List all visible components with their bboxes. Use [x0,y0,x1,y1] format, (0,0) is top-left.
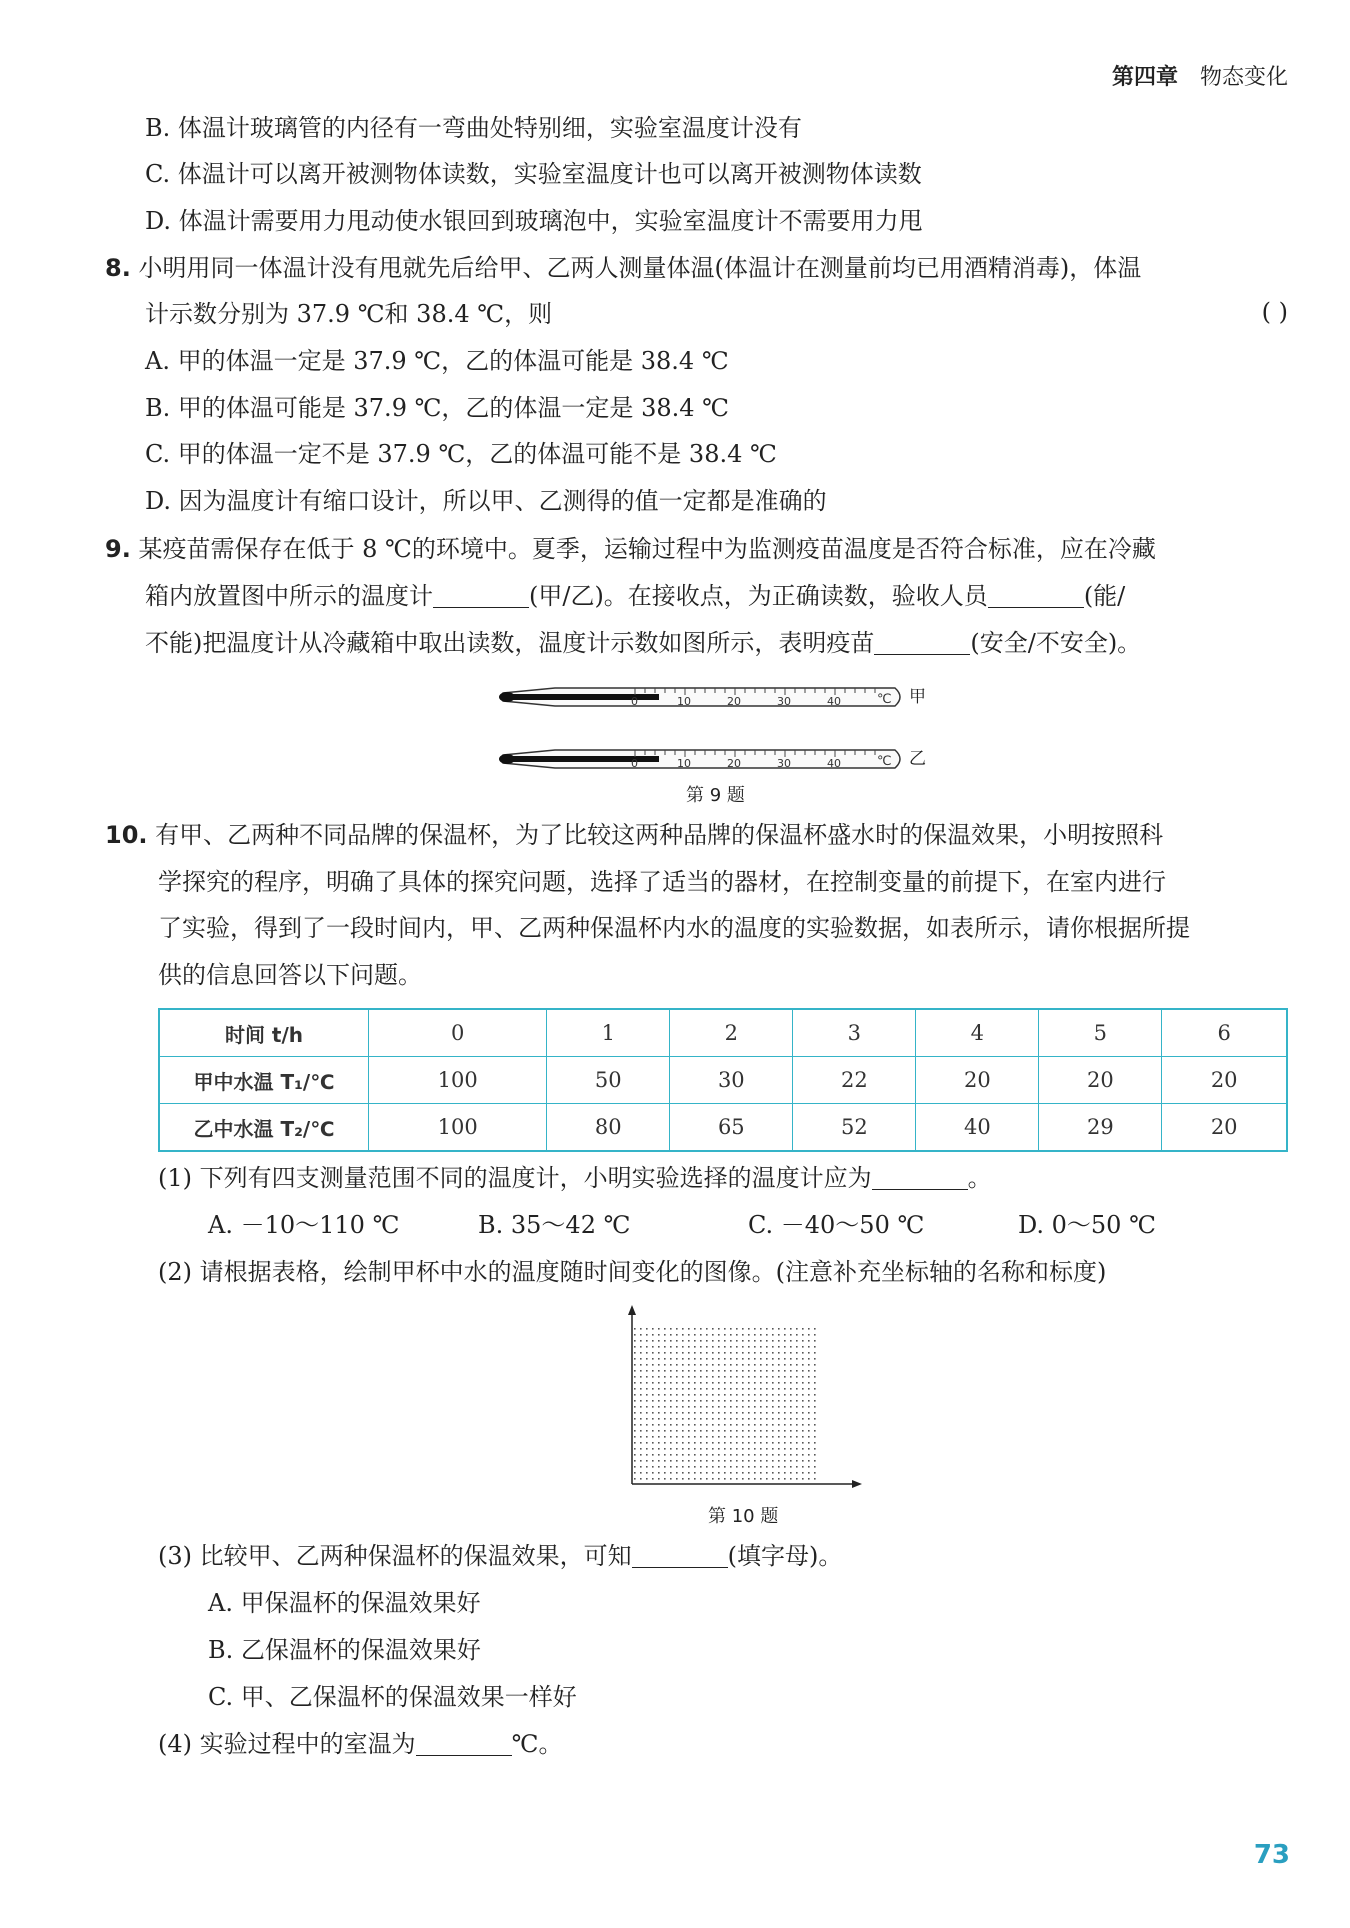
table-cell: 3 [793,1009,916,1057]
q10-stem-line4: 供的信息回答以下问题。 [158,961,422,989]
sub1-end: 。 [967,1164,992,1192]
table-cell: 5 [1039,1009,1162,1057]
q8-option-c: C. 甲的体温一定不是 37.9 ℃，乙的体温可能不是 38.4 ℃ [145,440,777,468]
q9-text2a: 箱内放置图中所示的温度计 [145,582,433,610]
q10-sub2-stem: (2) 请根据表格，绘制甲杯中水的温度随时间变化的图像。(注意补充坐标轴的名称和标度) [158,1258,1107,1286]
table-cell: 100 [369,1057,547,1104]
tick-label: 30 [777,695,791,708]
q9-text3b: (安全/不安全)。 [970,629,1142,657]
table-cell: 20 [1162,1104,1287,1152]
unit-label: ℃ [877,692,892,707]
tick-label: 10 [677,757,691,770]
q9-blank-2[interactable] [988,583,1084,608]
q7-option-c: C. 体温计可以离开被测物体读数，实验室温度计也可以离开被测物体读数 [145,160,922,188]
q10-stem-line3: 了实验，得到了一段时间内，甲、乙两种保温杯内水的温度的实验数据，如表所示，请你根据所提 [158,914,1190,942]
table-cell: 65 [670,1104,793,1152]
q9-text2c: (能/ [1083,582,1126,610]
q9-stem-line3 [145,627,1141,659]
q9-text2b: (甲/乙)。在接收点，为正确读数，验收人员 [529,582,988,610]
tick-label: 10 [677,695,691,708]
q8-text1: 小明用同一体温计没有甩就先后给甲、乙两人测量体温(体温计在测量前均已用酒精消毒)，体温 [138,254,1142,282]
x-axis-arrow-icon [852,1480,862,1488]
row-header: 甲中水温 T₁/℃ [159,1057,369,1104]
sub3-option-a: A. 甲保温杯的保温效果好 [208,1589,481,1617]
sub1-option-a: A. －10～110 ℃ [208,1211,400,1239]
table-cell: 6 [1162,1009,1287,1057]
q9-number: 9. [105,535,131,563]
tick-label: 30 [777,757,791,770]
q8-answer-paren: ( ) [1261,298,1288,326]
q9-text1: 某疫苗需保存在低于 8 ℃的环境中。夏季，运输过程中为监测疫苗温度是否符合标准，应在冷藏 [138,535,1156,563]
table-row-yi [159,1104,1287,1152]
q10-text1: 有甲、乙两种不同品牌的保温杯，为了比较这两种品牌的保温杯盛水时的保温效果，小明按照科 [155,821,1164,849]
q7-option-b: B. 体温计玻璃管的内径有一弯曲处特别细，实验室温度计没有 [145,114,802,142]
q8-stem-line1 [105,252,1141,284]
row-header: 乙中水温 T₂/℃ [159,1104,369,1152]
sub1-text: (1) 下列有四支测量范围不同的温度计，小明实验选择的温度计应为 [158,1164,872,1192]
sub4-blank[interactable] [416,1731,512,1756]
q10-sub1-stem [158,1162,992,1194]
tick-label: 0 [631,757,638,770]
sub1-option-d: D. 0～50 ℃ [1018,1211,1156,1239]
table-cell: 22 [793,1057,916,1104]
thermometer-jia [499,687,926,708]
tick-label: 20 [727,757,741,770]
table-cell: 50 [547,1057,670,1104]
tick-label: 0 [631,695,638,708]
q8-number: 8. [105,254,131,282]
table-cell: 80 [547,1104,670,1152]
y-axis-arrow-icon [628,1305,636,1315]
sub1-option-b: B. 35～42 ℃ [478,1211,631,1239]
page-number: 73 [1253,1840,1290,1870]
q9-figure-caption: 第 9 题 [686,785,745,806]
table-cell: 1 [547,1009,670,1057]
q10-sub4-stem [158,1728,562,1760]
q9-text3a: 不能)把温度计从冷藏箱中取出读数，温度计示数如图所示，表明疫苗 [145,629,875,657]
table-cell: 100 [369,1104,547,1152]
sub4-end: ℃。 [511,1730,563,1758]
q8-stem-line2: 计示数分别为 37.9 ℃和 38.4 ℃，则 [145,300,553,328]
table-cell: 4 [916,1009,1039,1057]
table-cell: 29 [1039,1104,1162,1152]
unit-label: ℃ [877,754,892,769]
label-yi: 乙 [909,749,926,769]
q8-option-a: A. 甲的体温一定是 37.9 ℃，乙的体温可能是 38.4 ℃ [145,347,729,375]
tick-label: 40 [827,757,841,770]
sub1-option-c: C. －40～50 ℃ [748,1211,925,1239]
thermometer-yi [499,749,926,770]
row-header: 时间 t/h [159,1009,369,1057]
tick-label: 40 [827,695,841,708]
sub3-option-c: C. 甲、乙保温杯的保温效果一样好 [208,1683,577,1711]
table-cell: 52 [793,1104,916,1152]
q10-stem-line1 [105,819,1163,851]
table-cell: 20 [1039,1057,1162,1104]
q7-option-d: D. 体温计需要用力甩动使水银回到玻璃泡中，实验室温度计不需要用力甩 [145,207,923,235]
sub3-end: (填字母)。 [727,1542,843,1570]
q9-stem-line2 [145,580,1125,612]
q9-stem-line1 [105,533,1156,565]
sub1-blank[interactable] [872,1165,968,1190]
table-cell: 2 [670,1009,793,1057]
q9-blank-3[interactable] [874,630,970,655]
chapter-number: 第四章 [1111,65,1178,90]
q9-blank-1[interactable] [433,583,529,608]
chapter-title: 物态变化 [1199,65,1288,90]
sub3-text: (3) 比较甲、乙两种保温杯的保温效果，可知 [158,1542,632,1570]
sub3-option-b: B. 乙保温杯的保温效果好 [208,1636,481,1664]
table-cell: 40 [916,1104,1039,1152]
table-cell: 0 [369,1009,547,1057]
table-row-time [159,1009,1287,1057]
table-cell: 20 [1162,1057,1287,1104]
table-cell: 20 [916,1057,1039,1104]
q10-data-table [158,1008,1288,1152]
sub4-text: (4) 实验过程中的室温为 [158,1730,416,1758]
dotted-grid [632,1324,820,1484]
table-cell: 30 [670,1057,793,1104]
q8-option-d: D. 因为温度计有缩口设计，所以甲、乙测得的值一定都是准确的 [145,487,827,515]
table-row-jia [159,1057,1287,1104]
tick-label: 20 [727,695,741,708]
sub3-blank[interactable] [632,1543,728,1568]
chapter-header [1112,60,1288,91]
q10-figure-caption: 第 10 题 [708,1506,779,1527]
q10-empty-graph-grid [620,1302,870,1502]
q10-sub3-stem [158,1540,842,1572]
q10-stem-line2: 学探究的程序，明确了具体的探究问题，选择了适当的器材，在控制变量的前提下，在室内进行 [158,868,1166,896]
q10-number: 10. [105,821,148,849]
q8-option-b: B. 甲的体温可能是 37.9 ℃，乙的体温一定是 38.4 ℃ [145,394,729,422]
label-jia: 甲 [909,687,926,707]
